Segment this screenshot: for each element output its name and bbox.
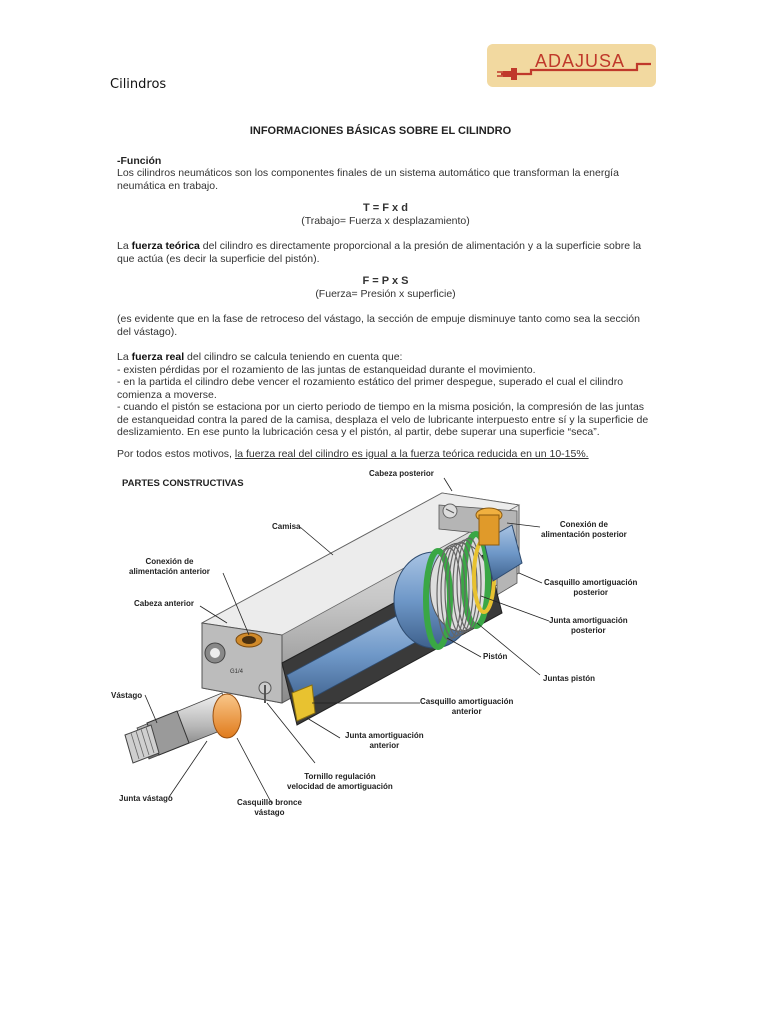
label-junta-amortiguacion-posterior [549, 616, 628, 635]
paragraph-fuerza-real [117, 351, 654, 364]
formula-fuerza-equation: F = P x S [362, 275, 409, 287]
label-camisa: Camisa [272, 522, 301, 531]
label-line: Conexión de [559, 520, 608, 529]
formula-trabajo-description: (Trabajo= Fuerza x desplazamiento) [301, 214, 470, 227]
paragraph-conclusion [117, 448, 654, 461]
label-line: velocidad de amortiguación [287, 781, 393, 791]
label-juntas-piston: Juntas pistón [543, 674, 596, 683]
label-piston: Pistón [483, 652, 508, 661]
bullet-rozamiento: - existen pérdidas por el rozamiento de las juntas de estanqueidad durante el movimiento. [117, 363, 536, 376]
label-conexion-anterior [129, 557, 210, 576]
label-casquillo-amortiguacion-posterior [544, 578, 637, 597]
label-line: Junta amortiguación [549, 616, 628, 625]
bold-term-fuerza-real: fuerza real [131, 351, 185, 363]
document-body [117, 125, 654, 460]
formula-fuerza [117, 275, 654, 300]
label-line: Tornillo regulación [304, 772, 376, 781]
bold-term-fuerza-teorica: fuerza teórica [131, 240, 200, 252]
formula-trabajo-equation: T = F x d [363, 202, 408, 214]
bullet-estacionamiento: - cuando el pistón se estaciona por un cierto periodo de tiempo en la misma posición, la compresión de las juntas de estanqueidad contra la pared de la camisa, desplaza el velo de lubricante interpuesto entre sí y la superficie de deslizamiento. En ese punto la lubricación cesa y el pistón, al partir, debe superar una superficie “seca”. [117, 401, 649, 438]
label-line: Conexión de [145, 557, 194, 566]
label-tornillo-regulacion [287, 772, 393, 791]
text-span: Por todos estos motivos, [117, 447, 235, 460]
document-title: INFORMACIONES BÁSICAS SOBRE EL CILINDRO [249, 125, 512, 137]
text-span: del cilindro es directamente proporcional a la presión de alimentación y a la superficie sobre la que actúa (es decir la superficie del pistón). [117, 240, 642, 265]
paragraph-retroceso: (es evidente que en la fase de retroceso del vástago, la sección de empuje disminuye tanto como sea la sección del vástago). [117, 313, 640, 338]
label-casquillo-amortiguacion-anterior [420, 697, 513, 716]
label-line: Casquillo bronce [237, 798, 302, 807]
logo-text: ADAJUSA [535, 51, 626, 71]
text-span: La [117, 240, 132, 252]
adajusa-logo [487, 44, 656, 87]
label-casquillo-bronce-vastago [237, 798, 302, 817]
label-line: Casquillo amortiguación [420, 697, 514, 706]
diagram-title: PARTES CONSTRUCTIVAS [122, 478, 244, 489]
label-cabeza-posterior: Cabeza posterior [369, 469, 434, 478]
label-junta-amortiguacion-anterior [345, 731, 424, 750]
label-line: Junta amortiguación [345, 731, 424, 740]
formula-trabajo [117, 202, 654, 227]
label-line: vástago [254, 807, 285, 817]
label-conexion-posterior [541, 520, 627, 539]
section-heading-funcion: -Función [117, 154, 162, 167]
label-line: alimentación anterior [129, 566, 210, 576]
formula-fuerza-description: (Fuerza= Presión x superficie) [315, 287, 456, 300]
label-vastago: Vástago [111, 691, 143, 700]
paragraph-fuerza-teorica [117, 240, 654, 265]
conclusion-underlined: la fuerza real del cilindro es igual a la fuerza teórica reducida en un 10-15%. [234, 447, 589, 460]
label-line: anterior [451, 706, 482, 716]
text-span: La [117, 351, 132, 363]
label-line: posterior [571, 625, 606, 635]
page-header-title: Cilindros [110, 77, 167, 92]
bullet-partida: - en la partida el cilindro debe vencer el rozamiento estático del primer despegue, superado el cual el cilindro comienza a moverse. [117, 376, 624, 401]
label-line: alimentación posterior [541, 529, 627, 539]
cylinder-diagram [107, 463, 659, 821]
text-span: del cilindro se calcula teniendo en cuenta que: [184, 351, 403, 363]
label-junta-vastago: Junta vástago [119, 794, 173, 803]
cylinder-cutaway-illustration [107, 463, 659, 821]
label-line: anterior [369, 740, 400, 750]
paragraph-funcion: Los cilindros neumáticos son los componentes finales de un sistema automático que transforman la energía neumática en trabajo. [117, 167, 619, 192]
label-line: Casquillo amortiguación [544, 578, 638, 587]
label-line: posterior [573, 587, 608, 597]
label-cabeza-anterior: Cabeza anterior [134, 599, 195, 608]
body-mark: G1/4 [230, 669, 244, 675]
